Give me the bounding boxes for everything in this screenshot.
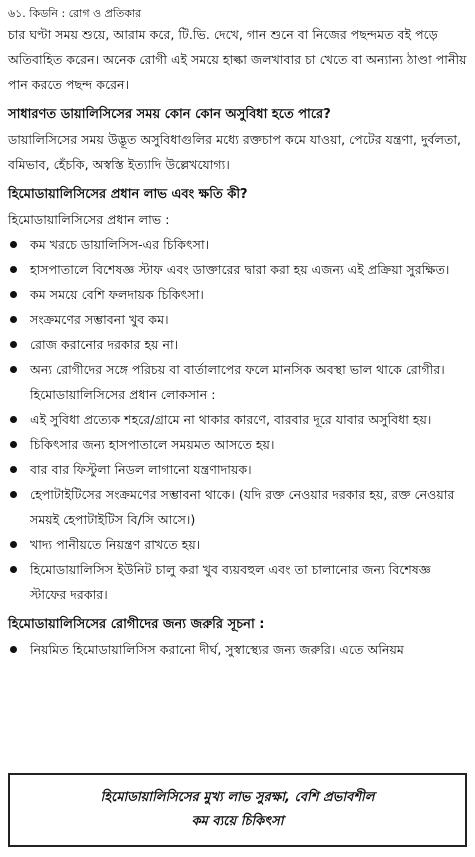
intro-paragraph: চার ঘণ্টা সময় শুয়ে, আরাম করে, টি.ভি. দেখে, গান শুনে বা নিজের পছন্দমত বই পড়ে অতিবাহিত করেন। অনেক রোগী এই সময়ে হাল্কা জলখাবার চা খেতে বা অন্যান্য ঠাণ্ডা পানীয় পান করতে পছন্দ করেন।: [8, 27, 467, 92]
list-item: রোজ করানোর দরকার হয় না।: [8, 332, 467, 357]
list-item: কম খরচে ডায়ালিসিস-এর চিকিৎসা।: [8, 232, 467, 257]
bullet-icon: [10, 566, 17, 573]
callout-line-1: হিমোডায়ালিসিসের মুখ্য লাভ সুরক্ষা, বেশি প্রভাবশীল: [100, 790, 375, 805]
losses-list: [8, 407, 467, 607]
section-heading-instructions: হিমোডায়ালিসিসের রোগীদের জন্য জরুরি সূচনা :: [8, 617, 265, 632]
list-item: বার বার ফিস্টুলা নিডল লাগানো যন্ত্রণাদায়ক।: [8, 457, 467, 482]
list-item: অন্য রোগীদের সঙ্গে পরিচয় বা বার্তালাপের ফলে মানসিক অবস্থা ভাল থাকে রোগীর।: [8, 357, 467, 382]
bullet-icon: [10, 541, 17, 548]
list-item: চিকিৎসার জন্য হাসপাতালে সময়মত আসতে হয়।: [8, 432, 467, 457]
running-header: [8, 6, 467, 22]
callout-line-2: কম ব্যয়ে চিকিৎসা: [191, 814, 284, 829]
bullet-icon: [10, 316, 17, 323]
bullet-icon: [10, 441, 17, 448]
instructions-list: [8, 637, 467, 662]
list-item: হাসপাতালে বিশেষজ্ঞ স্টাফ এবং ডাক্তারের দ্বারা করা হয় এজন্য এই প্রক্রিয়া সুরক্ষিত।: [8, 257, 467, 282]
bullet-icon: [10, 646, 17, 653]
bullet-icon: [10, 341, 17, 348]
callout-box: [8, 773, 467, 847]
list-item: হেপাটাইটিসের সংক্রমণের সম্ভাবনা থাকে। (যদি রক্ত নেওয়ার দরকার হয়, রক্ত নেওয়ার সময়ই হেপাটাইটিস বি/সি আসে।): [8, 482, 467, 532]
problems-paragraph: ডায়ালিসিসের সময় উদ্ভূত অসুবিধাগুলির মধ্যে রক্তচাপ কমে যাওয়া, পেটের যন্ত্রণা, দুর্বলতা, বমিভাব, হেঁচকি, অস্বস্তি ইত্যাদি উল্লেখযোগ্য।: [8, 132, 462, 172]
list-item: খাদ্য পানীয়তে নিয়ন্ত্রণ রাখতে হয়।: [8, 532, 467, 557]
list-item: এই সুবিধা প্রত্যেক শহরে/গ্রামে না থাকার কারণে, বারবার দূরে যাবার অসুবিধা হয়।: [8, 407, 467, 432]
bullet-icon: [10, 366, 17, 373]
bullet-icon: [10, 291, 17, 298]
book-title: কিডনি : রোগ ও প্রতিকার: [29, 7, 142, 20]
section-heading-pros-cons: হিমোডায়ালিসিসের প্রধান লাভ এবং ক্ষতি কী?: [8, 187, 248, 202]
bullet-icon: [10, 241, 17, 248]
bullet-icon: [10, 466, 17, 473]
bullet-icon: [10, 491, 17, 498]
section-heading-problems: সাধারণত ডায়ালিসিসের সময় কোন কোন অসুবিধা হতে পারে?: [8, 107, 331, 122]
benefits-label: হিমোডায়ালিসিসের প্রধান লাভ :: [8, 212, 170, 227]
list-item: সংক্রমণের সম্ভাবনা খুব কম।: [8, 307, 467, 332]
bullet-icon: [10, 416, 17, 423]
list-item: হিমোডায়ালিসিস ইউনিট চালু করা খুব ব্যয়বহুল এবং তা চালানোর জন্য বিশেষজ্ঞ স্টাফের দরকার।: [8, 557, 467, 607]
page-number: ৬১.: [8, 7, 26, 20]
list-item: কম সময়ে বেশি ফলদায়ক চিকিৎসা।: [8, 282, 467, 307]
benefits-list: [8, 232, 467, 382]
bullet-icon: [10, 266, 17, 273]
losses-label: হিমোডায়ালিসিসের প্রধান লোকসান :: [30, 387, 216, 402]
list-item: নিয়মিত হিমোডায়ালিসিস করানো দীর্ঘ, সুস্বাস্থ্যের জন্য জরুরি। এতে অনিয়ম: [8, 637, 467, 662]
